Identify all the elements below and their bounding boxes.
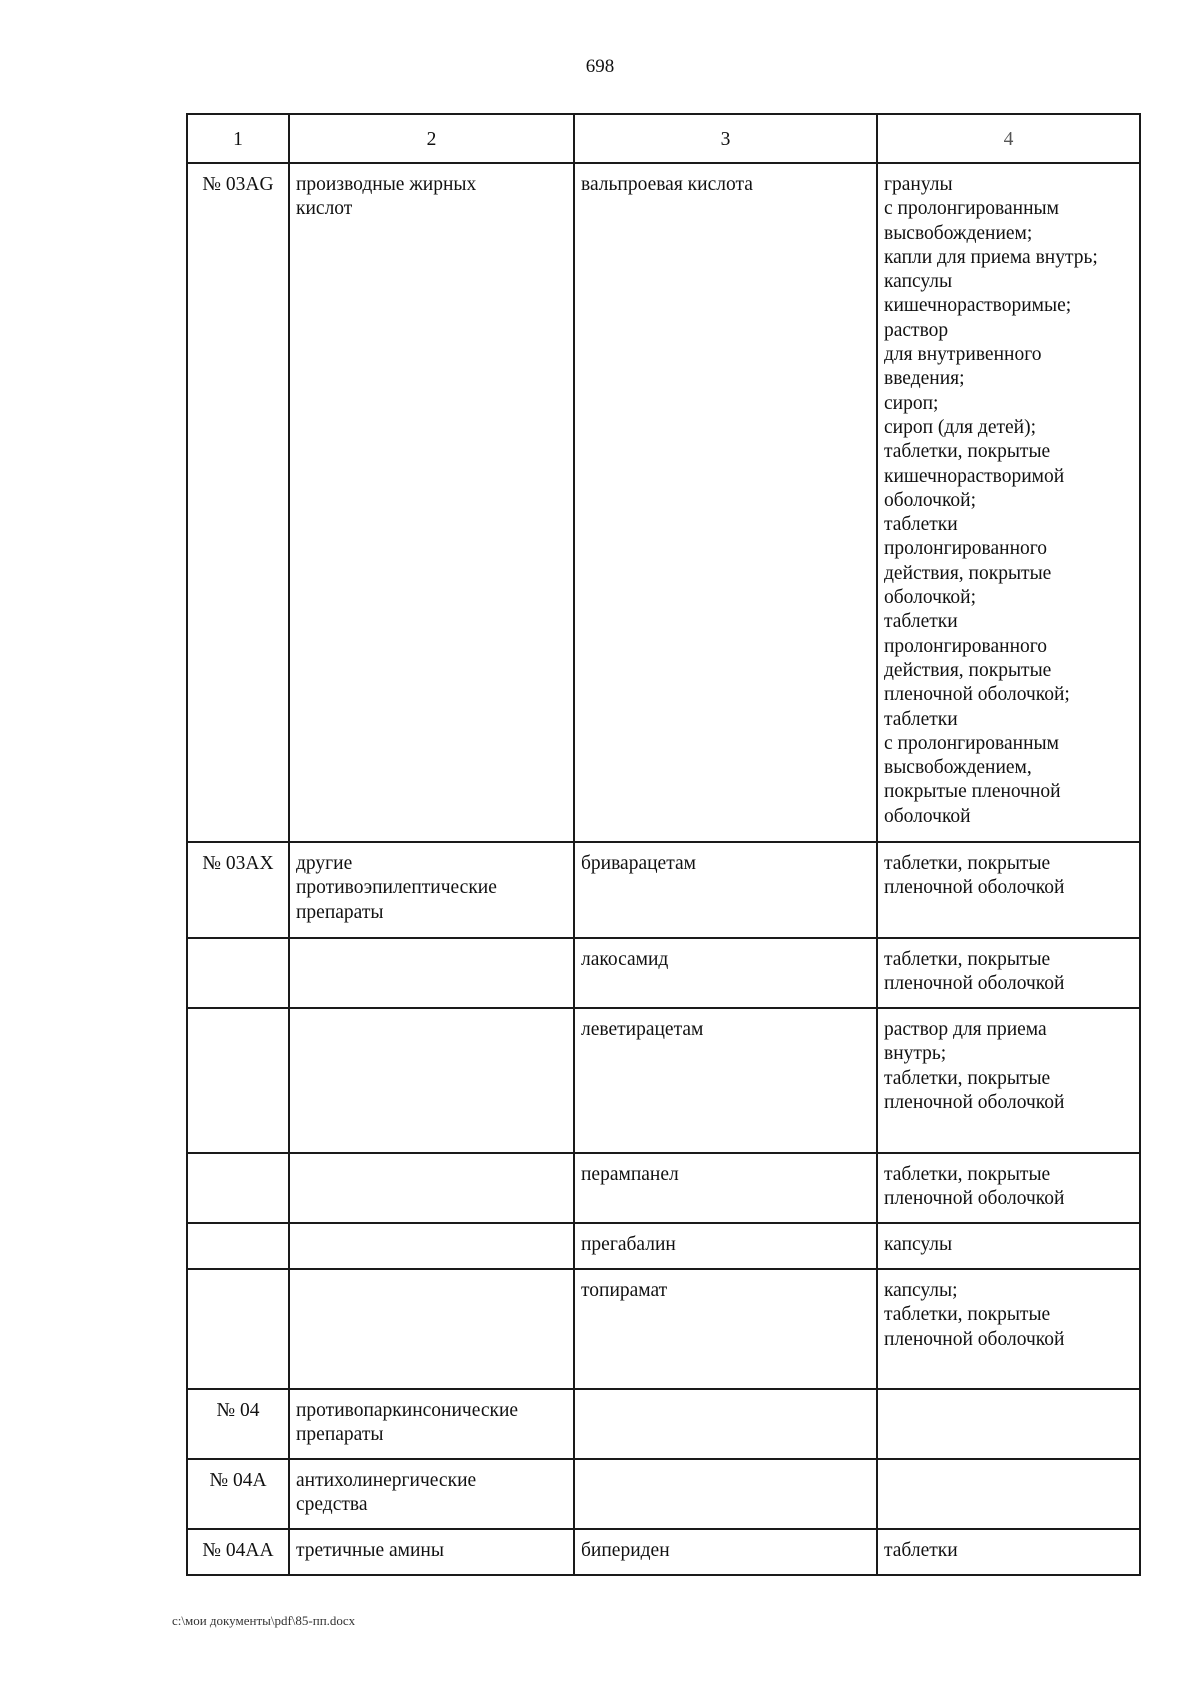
- group-name-cell: [289, 1008, 574, 1153]
- dosage-forms-cell: таблетки, покрытые пленочной оболочкой: [877, 938, 1140, 1008]
- group-name-cell: [289, 1223, 574, 1269]
- group-name-cell: [289, 1269, 574, 1389]
- substance-cell: [574, 1459, 877, 1529]
- header-col-3: 3: [574, 114, 877, 163]
- atc-code-cell: [187, 1008, 289, 1153]
- group-name-cell: [289, 938, 574, 1008]
- dosage-forms-cell: таблетки: [877, 1529, 1140, 1575]
- table-row: [187, 1269, 1140, 1389]
- group-name-cell: третичные амины: [289, 1529, 574, 1575]
- atc-code-cell: [187, 1269, 289, 1389]
- header-col-4: 4: [877, 114, 1140, 163]
- group-name-cell: антихолинергические средства: [289, 1459, 574, 1529]
- table-row: [187, 1529, 1140, 1575]
- substance-cell: лакосамид: [574, 938, 877, 1008]
- dosage-forms-cell: гранулы с пролонгированным высвобождением; капли для приема внутрь; капсулы кишечнорастворимые; раствор для внутривенного введения; сироп; сироп (для детей); таблетки, покрытые кишечнорастворимой оболочкой; таблетки пролонгированного действия, покрытые оболочкой; таблетки пролонгированного действия, покрытые пленочной оболочкой; таблетки с пролонгированным высвобождением, покрытые пленочной оболочкой: [877, 163, 1140, 842]
- table-row: [187, 1389, 1140, 1459]
- table-row: [187, 1223, 1140, 1269]
- group-name-cell: другие противоэпилептические препараты: [289, 842, 574, 938]
- atc-code-cell: [187, 1153, 289, 1223]
- atc-code-cell: [187, 938, 289, 1008]
- table-row: [187, 163, 1140, 842]
- substance-cell: бипериден: [574, 1529, 877, 1575]
- substance-cell: [574, 1389, 877, 1459]
- dosage-forms-cell: капсулы: [877, 1223, 1140, 1269]
- table-row: [187, 1008, 1140, 1153]
- medication-table: [186, 113, 1141, 1576]
- atc-code-cell: [187, 1223, 289, 1269]
- atc-code-cell: № 04: [187, 1389, 289, 1459]
- dosage-forms-cell: таблетки, покрытые пленочной оболочкой: [877, 1153, 1140, 1223]
- table-row: [187, 938, 1140, 1008]
- group-name-cell: противопаркинсонические препараты: [289, 1389, 574, 1459]
- dosage-forms-cell: раствор для приема внутрь; таблетки, покрытые пленочной оболочкой: [877, 1008, 1140, 1153]
- atc-code-cell: № 04A: [187, 1459, 289, 1529]
- atc-code-cell: № 03AG: [187, 163, 289, 842]
- atc-code-cell: № 04AA: [187, 1529, 289, 1575]
- substance-cell: леветирацетам: [574, 1008, 877, 1153]
- header-col-1: 1: [187, 114, 289, 163]
- table-row: [187, 1459, 1140, 1529]
- substance-cell: топирамат: [574, 1269, 877, 1389]
- page-number: 698: [585, 56, 615, 77]
- table-row: [187, 842, 1140, 938]
- header-col-2: 2: [289, 114, 574, 163]
- table-row: [187, 1153, 1140, 1223]
- dosage-forms-cell: [877, 1459, 1140, 1529]
- dosage-forms-cell: [877, 1389, 1140, 1459]
- group-name-cell: производные жирных кислот: [289, 163, 574, 842]
- dosage-forms-cell: таблетки, покрытые пленочной оболочкой: [877, 842, 1140, 938]
- table-header-row: [187, 114, 1140, 163]
- footer-file-path: c:\мои документы\pdf\85-пп.docx: [172, 1613, 356, 1628]
- substance-cell: вальпроевая кислота: [574, 163, 877, 842]
- substance-cell: бриварацетам: [574, 842, 877, 938]
- dosage-forms-cell: капсулы; таблетки, покрытые пленочной оболочкой: [877, 1269, 1140, 1389]
- atc-code-cell: № 03AX: [187, 842, 289, 938]
- substance-cell: перампанел: [574, 1153, 877, 1223]
- substance-cell: прегабалин: [574, 1223, 877, 1269]
- group-name-cell: [289, 1153, 574, 1223]
